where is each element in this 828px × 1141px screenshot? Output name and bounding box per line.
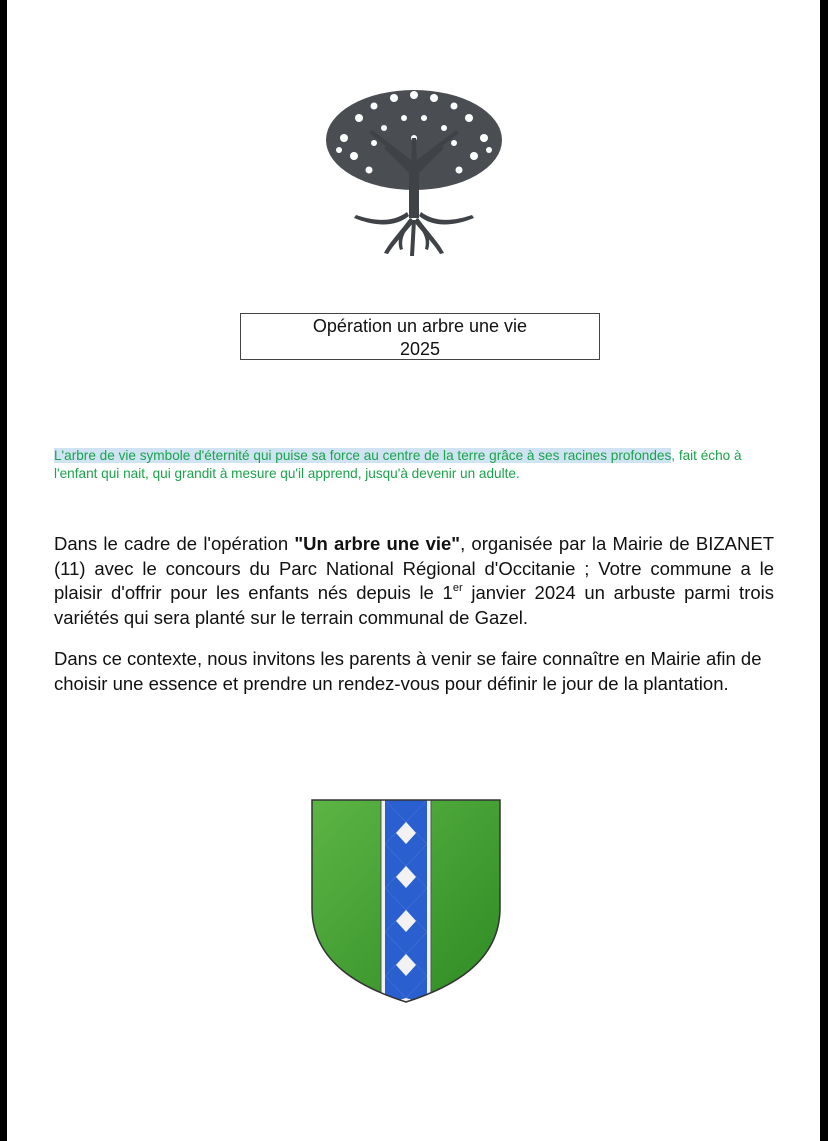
p1-sup: er xyxy=(452,581,463,594)
title-line-1: Opération un arbre une vie xyxy=(312,316,528,336)
coat-of-arms-icon xyxy=(310,798,502,1004)
title-line-2: 2025 xyxy=(399,339,441,359)
p1-middle: , organisée par la Mairie de BIZANET (11) avec le concours du Parc National Régional d'Occitanie ; Votre commune a le plaisir d'offrir pour les enfants nés depuis le 1 xyxy=(54,533,774,603)
intro-text xyxy=(54,447,784,483)
tree-of-life-icon xyxy=(314,78,514,258)
document-page xyxy=(7,0,820,1141)
paragraph-1 xyxy=(54,532,774,630)
intro-highlighted: L'arbre de vie symbole d'éternité qui puise sa force au centre de la terre grâce à ses racines profondes xyxy=(54,448,672,463)
p1-after: janvier 2024 un arbuste parmi trois variétés qui sera planté sur le terrain communal de Gazel. xyxy=(54,582,774,628)
p1-before: Dans le cadre de l'opération xyxy=(54,533,295,554)
intro-rest: , fait écho à l'enfant qui nait, qui grandit à mesure qu'il apprend, jusqu'à devenir un adulte. xyxy=(54,448,742,481)
title-box xyxy=(240,313,600,360)
paragraph-2: Dans ce contexte, nous invitons les parents à venir se faire connaître en Mairie afin de choisir une essence et prendre un rendez-vous pour définir le jour de la plantation. xyxy=(54,648,762,694)
p1-bold: "Un arbre une vie" xyxy=(294,533,461,554)
